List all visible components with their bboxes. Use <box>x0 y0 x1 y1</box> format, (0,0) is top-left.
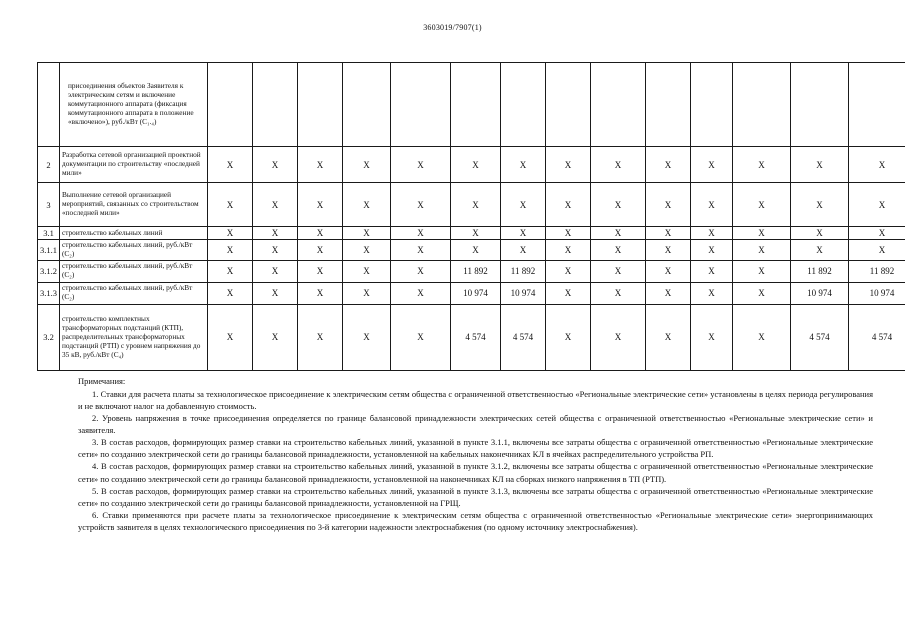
rate-cell: 10 974 <box>791 282 849 304</box>
rate-cell: X <box>208 227 253 240</box>
rate-cell: X <box>546 240 591 261</box>
row-description: строительство кабельных линий, руб./кВт (C₂) <box>60 260 208 282</box>
rate-cell: X <box>691 282 733 304</box>
row-number: 3.1 <box>38 227 60 240</box>
row-number: 3.1.2 <box>38 260 60 282</box>
rate-cell <box>208 63 253 147</box>
rate-cell: X <box>298 227 343 240</box>
rate-cell: X <box>646 240 691 261</box>
rate-cell: X <box>546 147 591 183</box>
rate-cell: X <box>391 240 451 261</box>
note-item: 5. В состав расходов, формирующих размер ставки на строительство кабельных линий, указанной в пункте 3.1.3, включены все затраты общества с ограниченной ответственностью «Региональные электрические сети» по созданию электрической сети до границы балансовой принадлежности, установленной на ГРЩ. <box>78 485 873 508</box>
rate-cell: X <box>391 183 451 227</box>
rate-cell: X <box>391 304 451 370</box>
rate-cell: X <box>733 227 791 240</box>
rate-cell: X <box>691 260 733 282</box>
row-number: 3.2 <box>38 304 60 370</box>
rate-cell: 10 974 <box>849 282 905 304</box>
rate-cell: 11 892 <box>849 260 905 282</box>
rate-cell: X <box>298 304 343 370</box>
rate-cell: X <box>208 260 253 282</box>
rate-cell: X <box>849 240 905 261</box>
rate-cell: X <box>343 304 391 370</box>
rate-cell: X <box>343 227 391 240</box>
rate-cell <box>391 63 451 147</box>
row-description: строительство комплектных трансформаторных подстанций (КТП), распределительных трансформаторных подстанций (РТП) с уровнем напряжения до 35 кВ, руб./кВт (C₄) <box>60 304 208 370</box>
rate-cell: X <box>253 282 298 304</box>
rate-cell: X <box>501 240 546 261</box>
rate-cell: X <box>208 240 253 261</box>
rate-cell: X <box>849 183 905 227</box>
rate-cell: X <box>591 147 646 183</box>
rate-cell: X <box>298 260 343 282</box>
rate-cell: X <box>646 282 691 304</box>
row-number: 2 <box>38 147 60 183</box>
rate-cell: X <box>451 183 501 227</box>
rate-cell: X <box>343 147 391 183</box>
rate-cell: X <box>501 227 546 240</box>
rate-cell <box>451 63 501 147</box>
rate-cell: X <box>253 260 298 282</box>
rate-cell: X <box>646 147 691 183</box>
rate-cell: X <box>733 240 791 261</box>
rate-cell: X <box>208 147 253 183</box>
rate-cell: X <box>451 227 501 240</box>
note-item: 3. В состав расходов, формирующих размер ставки на строительство кабельных линий, указанной в пункте 3.1.1, включены все затраты общества с ограниченной ответственностью «Региональные электрические сети» по созданию электрической сети до границы балансовой принадлежности, установленной на кабельных наконечниках КЛ в ячейках распределительного устройства РП. <box>78 437 873 460</box>
rate-cell <box>791 63 849 147</box>
rate-cell: X <box>591 240 646 261</box>
rate-cell: X <box>733 260 791 282</box>
rate-cell: X <box>591 282 646 304</box>
rate-cell: X <box>591 304 646 370</box>
rate-cell <box>691 63 733 147</box>
rate-cell: X <box>791 147 849 183</box>
note-item: 6. Ставки применяются при расчете платы за технологическое присоединение к электрическим сетям общества с ограниченной ответственностью «Региональные электрические сети» энергопринимающих устройств заявителя в целях технологического присоединения по 3-й категории надежности электроснабжения (по одному источнику электроснабжения). <box>78 509 873 532</box>
rate-cell <box>591 63 646 147</box>
row-number: 3 <box>38 183 60 227</box>
table-row <box>38 240 905 261</box>
rate-cell: X <box>546 282 591 304</box>
row-description: Разработка сетевой организацией проектной документации по строительству «последней мили» <box>60 147 208 183</box>
rate-cell: X <box>791 240 849 261</box>
rate-cell: X <box>733 183 791 227</box>
rate-cell: X <box>591 227 646 240</box>
rate-cell: X <box>391 282 451 304</box>
row-number: 3.1.1 <box>38 240 60 261</box>
rate-cell: X <box>253 147 298 183</box>
note-item: 2. Уровень напряжения в точке присоединения определяется по границе балансовой принадлежности электрических сетей общества с ограниченной ответственностью «Региональные электрические сети» и заявителя. <box>78 413 873 436</box>
rate-cell <box>298 63 343 147</box>
rate-cell: 4 574 <box>791 304 849 370</box>
rate-cell: X <box>591 260 646 282</box>
document-number: 3603019/7907(1) <box>423 23 482 32</box>
rate-cell: X <box>546 227 591 240</box>
rate-cell <box>253 63 298 147</box>
rate-cell: X <box>501 147 546 183</box>
rate-cell: X <box>733 304 791 370</box>
rate-cell: 11 892 <box>451 260 501 282</box>
row-description: Выполнение сетевой организацией мероприятий, связанных со строительством «последней мили» <box>60 183 208 227</box>
rate-cell: X <box>298 147 343 183</box>
rate-cell <box>646 63 691 147</box>
rate-cell: 10 974 <box>501 282 546 304</box>
rate-cell: X <box>501 183 546 227</box>
rate-cell: X <box>646 304 691 370</box>
rate-cell: X <box>791 227 849 240</box>
rate-cell: X <box>791 183 849 227</box>
rate-cell: X <box>343 240 391 261</box>
notes-title: Примечания: <box>78 376 126 386</box>
rate-cell: X <box>849 227 905 240</box>
rate-cell: X <box>343 183 391 227</box>
rate-cell: X <box>691 147 733 183</box>
row-number <box>38 63 60 147</box>
rate-cell: 4 574 <box>451 304 501 370</box>
rate-cell: X <box>391 147 451 183</box>
rate-cell: X <box>391 260 451 282</box>
rate-cell: X <box>298 240 343 261</box>
rate-cell: X <box>546 260 591 282</box>
table-row <box>38 183 905 227</box>
rate-cell: X <box>343 282 391 304</box>
rate-cell: 10 974 <box>451 282 501 304</box>
rate-cell: X <box>691 227 733 240</box>
rate-cell: X <box>253 240 298 261</box>
rate-cell: X <box>849 147 905 183</box>
rate-cell: X <box>298 183 343 227</box>
rate-cell: X <box>691 183 733 227</box>
table-row <box>38 147 905 183</box>
table-row <box>38 304 905 370</box>
rate-cell <box>343 63 391 147</box>
rate-cell: X <box>391 227 451 240</box>
table-row <box>38 260 905 282</box>
rate-cell: X <box>646 227 691 240</box>
rate-cell <box>501 63 546 147</box>
rate-cell: 11 892 <box>791 260 849 282</box>
table-row <box>38 63 905 147</box>
rate-cell: X <box>546 304 591 370</box>
row-description: строительство кабельных линий, руб./кВт (C₂) <box>60 240 208 261</box>
row-description: строительство кабельных линий <box>60 227 208 240</box>
rate-cell: X <box>208 282 253 304</box>
rate-cell <box>849 63 905 147</box>
rate-cell: X <box>546 183 591 227</box>
rate-cell: X <box>253 183 298 227</box>
table-row <box>38 227 905 240</box>
rates-table <box>37 62 905 371</box>
rate-cell <box>733 63 791 147</box>
rate-cell: X <box>646 260 691 282</box>
row-description: строительство кабельных линий, руб./кВт (C₂) <box>60 282 208 304</box>
note-item: 4. В состав расходов, формирующих размер ставки на строительство кабельных линий, указанной в пункте 3.1.2, включены все затраты общества с ограниченной ответственностью «Региональные электрические сети» по созданию электрической сети до границы балансовой принадлежности, установленной на наконечниках КЛ на сборках низкого напряжения в ТП (РТП). <box>78 461 873 484</box>
rate-cell: X <box>691 304 733 370</box>
rate-cell: X <box>253 227 298 240</box>
row-description: присоединения объектов Заявителя к электрическим сетям и включение коммутационного аппарата (фиксация коммутационного аппарата в положение «включено»), руб./кВт (C₁.₄) <box>60 63 208 147</box>
note-item: 1. Ставки для расчета платы за технологическое присоединение к электрическим сетям общества с ограниченной ответственностью «Региональные электрические сети» установлены в целях периода регулирования и не включают налог на добавленную стоимость. <box>78 389 873 412</box>
rate-cell: X <box>591 183 646 227</box>
rate-cell: X <box>298 282 343 304</box>
row-number: 3.1.3 <box>38 282 60 304</box>
rate-cell: 4 574 <box>849 304 905 370</box>
rate-cell: 4 574 <box>501 304 546 370</box>
rate-cell: X <box>208 304 253 370</box>
rate-cell: X <box>451 147 501 183</box>
rate-cell: X <box>343 260 391 282</box>
rate-cell: X <box>646 183 691 227</box>
rate-cell: X <box>208 183 253 227</box>
rate-cell: X <box>733 282 791 304</box>
table-row <box>38 282 905 304</box>
rate-cell: 11 892 <box>501 260 546 282</box>
rates-table-body <box>38 63 905 371</box>
rate-cell: X <box>253 304 298 370</box>
rate-cell <box>546 63 591 147</box>
rate-cell: X <box>451 240 501 261</box>
notes-section <box>78 375 873 533</box>
rate-cell: X <box>691 240 733 261</box>
rate-cell: X <box>733 147 791 183</box>
